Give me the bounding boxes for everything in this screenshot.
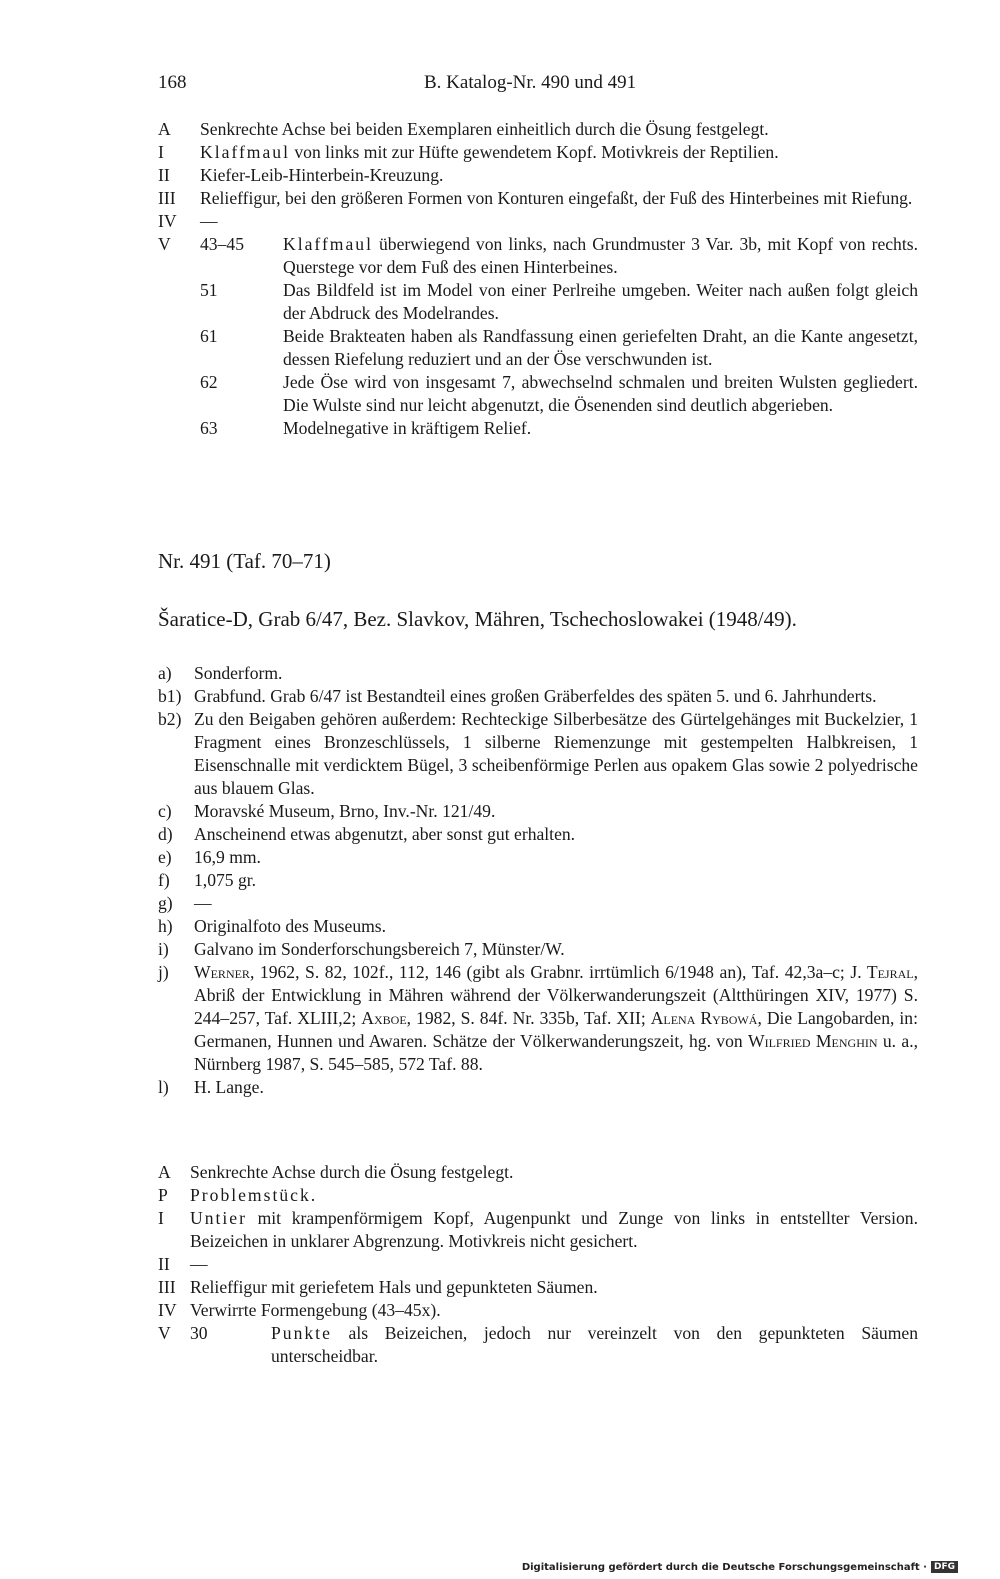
sub-note-text [283, 233, 918, 279]
note-row-p [158, 1184, 918, 1207]
note-label: I [158, 142, 164, 162]
data-text: H. Lange. [194, 1077, 264, 1097]
data-label: h) [158, 916, 173, 936]
spaced-term: Untier [190, 1208, 247, 1228]
note-text [271, 1322, 918, 1368]
note-row-iv [158, 1299, 918, 1322]
data-row-e [158, 846, 918, 869]
data-text: — [194, 893, 212, 913]
spaced-term: Problemstück. [190, 1185, 318, 1205]
entry-site: Šaratice-D, Grab 6/47, Bez. Slavkov, Mähren, Tschechoslowakei (1948/49). [158, 607, 797, 631]
note-row-a [158, 1161, 918, 1184]
note-row-i [158, 141, 918, 164]
note-row-ii [158, 1253, 918, 1276]
note-label: A [158, 119, 171, 139]
bibliography-text [194, 961, 918, 1076]
note-text: Verwirrte Formengebung (43–45x). [190, 1300, 441, 1320]
note-label: II [158, 1254, 170, 1274]
data-text: Grabfund. Grab 6/47 ist Bestandteil eines großen Gräberfeldes des späten 5. und 6. Jahrhunderts. [194, 686, 877, 706]
author-name: Alena Rybowá [650, 1008, 758, 1028]
data-text: 1,075 gr. [194, 870, 257, 890]
sub-note-row [200, 325, 918, 371]
data-label: a) [158, 663, 172, 683]
sub-note-code: 30 [190, 1323, 208, 1343]
entry-title: Nr. 491 (Taf. 70–71) [158, 549, 331, 573]
data-label: b2) [158, 709, 182, 729]
data-text: Sonderform. [194, 663, 283, 683]
sub-note-text: Beide Brakteaten haben als Randfassung einen geriefelten Draht, an die Kante angesetzt, dessen Riefelung reduziert und an der Öse verschwunden ist. [283, 326, 918, 369]
note-text [190, 1207, 918, 1253]
catalog-491-data [158, 662, 918, 1099]
sub-note-code: 43–45 [200, 234, 244, 254]
note-text: — [190, 1254, 208, 1274]
note-label: V [158, 234, 171, 254]
dfg-logo: DFG [931, 1561, 958, 1573]
note-text: Senkrechte Achse durch die Ösung festgelegt. [190, 1162, 514, 1182]
footer-text: Digitalisierung gefördert durch die Deutsche Forschungsgemeinschaft · [521, 1561, 927, 1573]
data-text: 16,9 mm. [194, 847, 261, 867]
note-row-iii [158, 187, 918, 210]
data-label: l) [158, 1077, 169, 1097]
data-row-b1 [158, 685, 918, 708]
sub-note-row [200, 417, 918, 440]
author-name: J. Tejral [850, 962, 914, 982]
spaced-term: Punkte [271, 1323, 332, 1343]
data-text: Zu den Beigaben gehören außerdem: Rechteckige Silberbesätze des Gürtelgehänges mit Buckelzier, 1 Fragment eines Bronzeschlüssels, 1 silberne Riemenzunge mit gestempelten Halbkreisen, 1 Eisenschnalle mit verdicktem Bügel, 3 scheibenförmige Perlen aus opakem Glas sowie 2 polyedrische aus blauem Glas. [194, 709, 918, 798]
data-row-a [158, 662, 918, 685]
author-name: Wilfried Menghin [748, 1031, 878, 1051]
note-label: II [158, 165, 170, 185]
data-row-i [158, 938, 918, 961]
data-label: e) [158, 847, 172, 867]
sub-note-text-rest: überwiegend von links, nach Grundmuster 3 Var. 3b, mit Kopf von rechts. Querstege vor dem Fuß des einen Hinterbeines. [283, 234, 918, 277]
note-label: III [158, 188, 176, 208]
note-row-v [158, 1322, 918, 1368]
data-text: Anscheinend etwas abgenutzt, aber sonst gut erhalten. [194, 824, 576, 844]
data-text: Galvano im Sonderforschungsbereich 7, Münster/W. [194, 939, 565, 959]
note-label: III [158, 1277, 176, 1297]
sub-note-code: 63 [200, 418, 218, 438]
sub-note-text: Modelnegative in kräftigem Relief. [283, 418, 532, 438]
data-label: f) [158, 870, 170, 890]
sub-note-row [200, 371, 918, 417]
running-title: B. Katalog-Nr. 490 und 491 [424, 72, 637, 93]
data-row-g [158, 892, 918, 915]
data-row-c [158, 800, 918, 823]
data-row-j [158, 961, 918, 1076]
data-row-b2 [158, 708, 918, 800]
data-label: g) [158, 893, 173, 913]
data-label: d) [158, 824, 173, 844]
sub-note-row [200, 233, 918, 279]
digitization-footer [522, 1561, 958, 1573]
note-row-a [158, 118, 918, 141]
data-text: Originalfoto des Museums. [194, 916, 387, 936]
note-text: Senkrechte Achse bei beiden Exemplaren einheitlich durch die Ösung festgelegt. [200, 119, 769, 139]
note-text: Relieffigur, bei den größeren Formen von Konturen eingefaßt, der Fuß des Hinterbeines mit Riefung. [200, 188, 913, 208]
note-text: — [200, 211, 218, 231]
note-row-v [158, 233, 918, 279]
note-text-rest: von links mit zur Hüfte gewendetem Kopf. Motivkreis der Reptilien. [289, 142, 779, 162]
note-label: IV [158, 1300, 177, 1320]
sub-note-code: 61 [200, 326, 218, 346]
page-header [158, 72, 918, 98]
sub-note-code: 51 [200, 280, 218, 300]
note-label: A [158, 1162, 171, 1182]
bib-text: , Abriß der Entwicklung in Mähren während der Völkerwanderungszeit (Altthüringen XIV, 1977) S. 244–257, Taf. XLIII,2; [194, 962, 919, 1028]
sub-note-text: Jede Öse wird von insgesamt 7, abwechselnd schmalen und breiten Wulsten gegliedert. Die Wulste sind nur leicht abgenutzt, die Ösenenden sind deutlich abgerieben. [283, 372, 918, 415]
bib-text: , Die Langobarden, in: Germanen, Hunnen und Awaren. Schätze der Völkerwanderungszeit, hg. von [194, 1008, 918, 1051]
data-label: b1) [158, 686, 182, 706]
note-row-iii [158, 1276, 918, 1299]
bib-text: , 1962, S. 82, 102f., 112, 146 (gibt als Grabnr. irrtümlich 6/1948 an), Taf. 42,3a–c; [249, 962, 851, 982]
note-row-ii [158, 164, 918, 187]
spaced-term: Klaffmaul [283, 234, 373, 254]
author-name: Axboe [361, 1008, 407, 1028]
data-label: i) [158, 939, 169, 959]
note-text: Kiefer-Leib-Hinterbein-Kreuzung. [200, 165, 444, 185]
data-row-d [158, 823, 918, 846]
note-v-first [200, 233, 918, 279]
data-label: j) [158, 962, 169, 982]
data-row-f [158, 869, 918, 892]
author-name: Werner [194, 962, 250, 982]
note-label: V [158, 1323, 171, 1343]
sub-note-code: 62 [200, 372, 218, 392]
sub-note-row [200, 279, 918, 325]
spaced-term: Klaffmaul [200, 142, 290, 162]
catalog-491-notes [158, 1161, 918, 1368]
data-row-h [158, 915, 918, 938]
data-text: Moravské Museum, Brno, Inv.-Nr. 121/49. [194, 801, 496, 821]
note-text [200, 141, 918, 164]
note-text-rest: als Beizeichen, jedoch nur vereinzelt von den gepunkteten Säumen unterscheidbar. [271, 1323, 918, 1366]
catalog-490-notes [158, 118, 918, 440]
sub-note-text: Das Bildfeld ist im Model von einer Perlreihe umgeben. Weiter nach außen folgt gleich der Abdruck des Modelrandes. [283, 280, 918, 323]
note-label: P [158, 1185, 168, 1205]
note-label: IV [158, 211, 177, 231]
data-label: c) [158, 801, 172, 821]
bib-text: u. a., Nürnberg 1987, S. 545–585, 572 Taf. 88. [194, 1031, 918, 1074]
page-number: 168 [158, 72, 187, 93]
note-label: I [158, 1208, 164, 1228]
note-text: Relieffigur mit geriefetem Hals und gepunkteten Säumen. [190, 1277, 598, 1297]
note-row-iv [158, 210, 918, 233]
note-row-i [158, 1207, 918, 1253]
note-text-rest: mit krampenförmigem Kopf, Augenpunkt und Zunge von links in entstellter Version. Beizeichen in unklarer Abgrenzung. Motivkreis nicht gesichert. [190, 1208, 918, 1251]
bib-text: , 1982, S. 84f. Nr. 335b, Taf. XII; [406, 1008, 651, 1028]
data-row-l [158, 1076, 918, 1099]
